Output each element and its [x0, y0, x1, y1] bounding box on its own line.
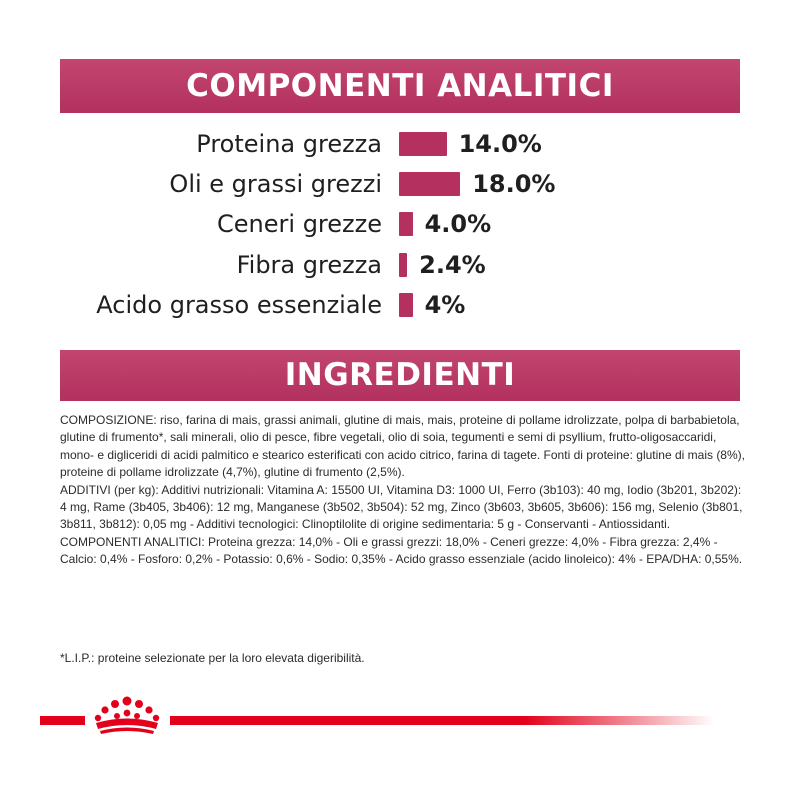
analytics-heading: COMPONENTI ANALITICI [186, 68, 614, 104]
royal-crown-icon [86, 693, 168, 737]
analytics-value: 4.0% [424, 210, 492, 238]
analytics-row-fibre [0, 245, 800, 285]
analytics-row-ash [0, 204, 800, 244]
analytics-label: Oli e grassi grezzi [169, 170, 382, 198]
composition-paragraph: COMPOSIZIONE: riso, farina di mais, grassi animali, glutine di mais, mais, proteine di pollame idrolizzate, polpa di barbabietola, glutine di frumento*, sali minerali, olio di pesce, fibre vegetali, olio di soia, tegumenti e semi di psyllium, frutto-oligosaccaridi, mono- e digliceridi di acidi palmitico e stearico esterificati con acido citrico, farina di tagete. Fonti di proteine: glutine di mais (8%), proteine di pollame idrolizzate (4,7%), glutine di frumento (2,5%). [60, 413, 745, 480]
ingredients-heading-banner [60, 350, 740, 401]
analytics-value: 4% [424, 291, 466, 319]
analytics-label: Ceneri grezze [217, 210, 382, 238]
analytics-bar [399, 132, 447, 156]
analytics-row-fatty-acid [0, 285, 800, 325]
additives-paragraph: ADDITIVI (per kg): Additivi nutrizionali: Vitamina A: 15500 UI, Vitamina D3: 1000 UI, Ferro (3b103): 40 mg, Iodio (3b201, 3b202): 4 mg, Rame (3b405, 3b406): 12 mg, Manganese (3b502, 3b504): 52 mg, Zinco (3b603, 3b605, 3b606): 156 mg, Selenio (3b801, 3b811, 3b812): 0,05 mg - Additivi tecnologici: Clinoptilolite di origine sedimentaria: 5 g - Conservanti - Antiossidanti. [60, 482, 743, 532]
analytic-components-paragraph: COMPONENTI ANALITICI: Proteina grezza: 14,0% - Oli e grassi grezzi: 18,0% - Ceneri grezze: 4,0% - Fibra grezza: 2,4% - Calcio: 0,4% - Fosforo: 0,2% - Potassio: 0,6% - Sodio: 0,35% - Acido grasso essenziale (acido linoleico): 4% - EPA/DHA: 0,55%. [60, 534, 743, 567]
analytics-value: 2.4% [419, 251, 486, 279]
analytics-bar [399, 293, 413, 317]
footer-stripe-right [170, 716, 715, 725]
analytics-bar [399, 253, 407, 277]
analytics-bar [399, 212, 413, 236]
ingredients-heading: INGREDIENTI [284, 357, 516, 393]
lip-footnote: *L.I.P.: proteine selezionate per la loro elevata digeribilità. [60, 651, 365, 665]
analytics-row-protein [0, 124, 800, 164]
analytics-value: 18.0% [472, 170, 556, 198]
analytics-label: Acido grasso essenziale [96, 291, 382, 319]
analytics-row-fats [0, 164, 800, 204]
analytics-label: Proteina grezza [196, 130, 382, 158]
analytics-label: Fibra grezza [236, 251, 382, 279]
ingredients-text [60, 412, 750, 569]
analytics-bar [399, 172, 460, 196]
analytics-value: 14.0% [458, 130, 542, 158]
footer-stripe-left [40, 716, 85, 725]
analytics-heading-banner [60, 59, 740, 113]
